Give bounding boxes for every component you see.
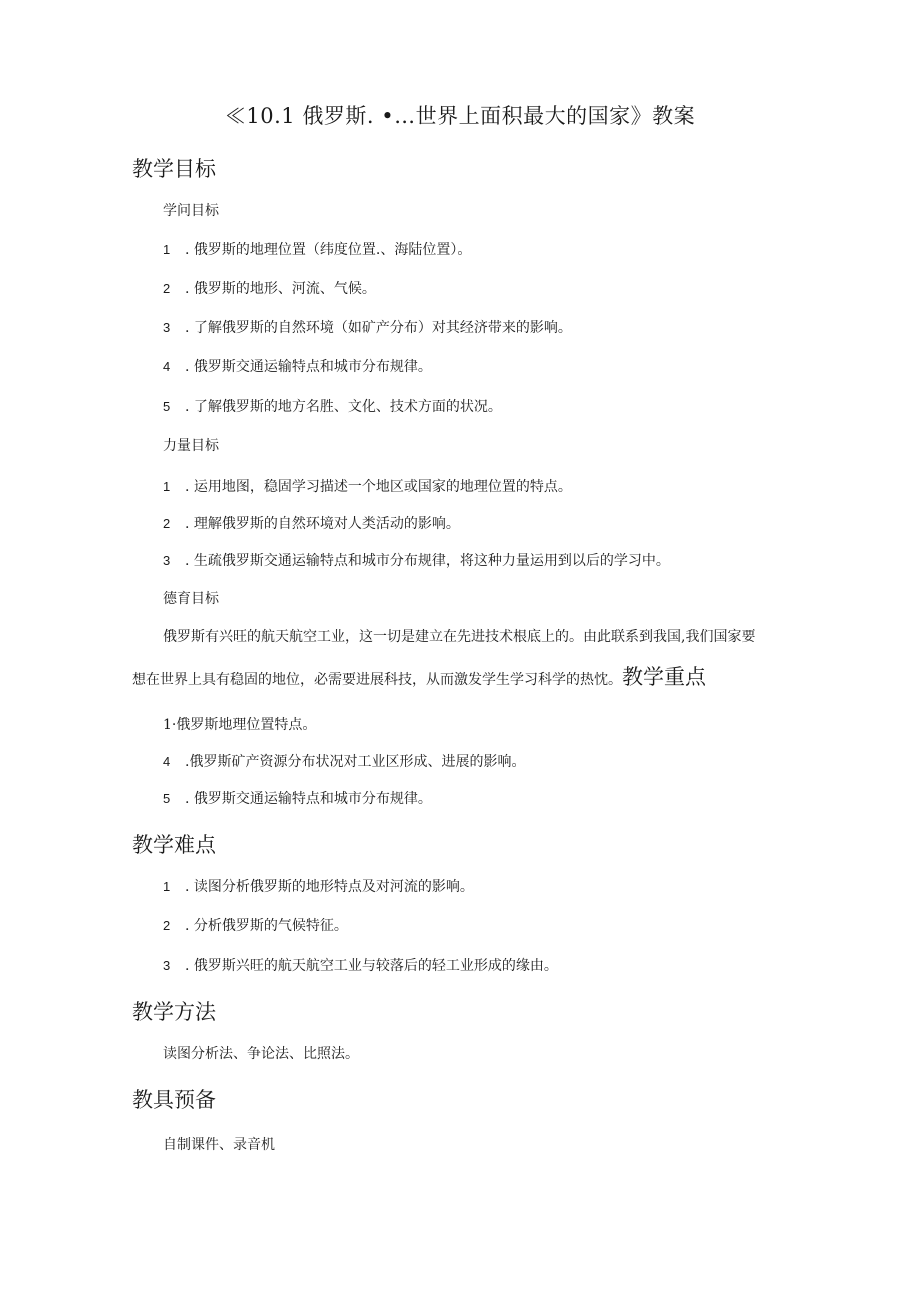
item-number: 4 (163, 754, 171, 769)
key-point-item (163, 714, 316, 734)
item-text: . 生疏俄罗斯交通运输特点和城市分布规律，将这种力量运用到以后的学习中。 (185, 553, 670, 569)
objectives-heading: 教学目标 (132, 157, 216, 181)
item-text: . 俄罗斯交通运输特点和城市分布规律。 (185, 791, 432, 807)
item-text: . 了解俄罗斯的地方名胜、文化、技术方面的状况。 (185, 399, 502, 415)
key-point-item (163, 788, 432, 808)
item-text: .俄罗斯矿产资源分布状况对工业区形成、进展的影响。 (185, 754, 526, 770)
item-text: . 俄罗斯交通运输特点和城市分布规律。 (185, 359, 432, 375)
difficulty-item (163, 876, 474, 896)
methods-heading: 教学方法 (132, 1000, 216, 1024)
item-number: 3 (163, 958, 171, 973)
moral-paragraph-text: 想在世界上具有稳固的地位，必需要进展科技，从而激发学生学习科学的热忱。 (132, 672, 622, 688)
knowledge-item (163, 396, 502, 416)
item-text: . 俄罗斯的地形、河流、气候。 (185, 281, 376, 297)
item-number: 2 (163, 281, 171, 296)
moral-paragraph-line (132, 661, 706, 691)
ability-item (163, 513, 460, 533)
item-number: 3 (163, 320, 171, 335)
item-text: . 俄罗斯兴旺的航天航空工业与较落后的轻工业形成的缘由。 (185, 958, 558, 974)
ability-objectives-label: 力量目标 (163, 438, 219, 454)
item-number: 1 (163, 479, 171, 494)
key-point-item (163, 751, 525, 771)
item-number: 3 (163, 553, 171, 568)
item-number: 5 (163, 399, 171, 414)
item-number: 5 (163, 791, 171, 806)
knowledge-item (163, 239, 471, 259)
difficulties-heading: 教学难点 (132, 833, 216, 857)
item-number: 1 (163, 242, 171, 257)
knowledge-item (163, 317, 572, 337)
item-text: . 运用地图，稳固学习描述一个地区或国家的地理位置的特点。 (185, 479, 572, 495)
knowledge-objectives-label: 学问目标 (163, 203, 219, 219)
tools-heading: 教具预备 (132, 1088, 216, 1112)
key-points-heading: 教学重点 (622, 665, 706, 689)
methods-text: 读图分析法、争论法、比照法。 (163, 1046, 359, 1062)
item-text: 1·俄罗斯地理位置特点。 (163, 717, 317, 733)
item-number: 2 (163, 516, 171, 531)
item-text: . 读图分析俄罗斯的地形特点及对河流的影响。 (185, 879, 474, 895)
moral-objectives-label: 德育目标 (163, 591, 219, 607)
item-text: . 理解俄罗斯的自然环境对人类活动的影响。 (185, 516, 460, 532)
item-number: 4 (163, 359, 171, 374)
knowledge-item (163, 278, 376, 298)
tools-text: 自制课件、录音机 (163, 1137, 275, 1153)
difficulty-item (163, 955, 558, 975)
item-text: . 分析俄罗斯的气候特征。 (185, 918, 348, 934)
item-number: 2 (163, 918, 171, 933)
document-title: ≪10.1 俄罗斯. •…世界上面积最大的国家》教案 (224, 104, 696, 128)
ability-item (163, 476, 572, 496)
moral-paragraph-line: 俄罗斯有兴旺的航天航空工业，这一切是建立在先进技术根底上的。由此联系到我国,我们国家要 (163, 629, 756, 645)
item-text: . 俄罗斯的地理位置（纬度位置.、海陆位置）。 (185, 242, 472, 258)
item-number: 1 (163, 879, 171, 894)
ability-item (163, 550, 670, 570)
item-text: . 了解俄罗斯的自然环境（如矿产分布）对其经济带来的影响。 (185, 320, 572, 336)
difficulty-item (163, 915, 348, 935)
knowledge-item (163, 356, 432, 376)
